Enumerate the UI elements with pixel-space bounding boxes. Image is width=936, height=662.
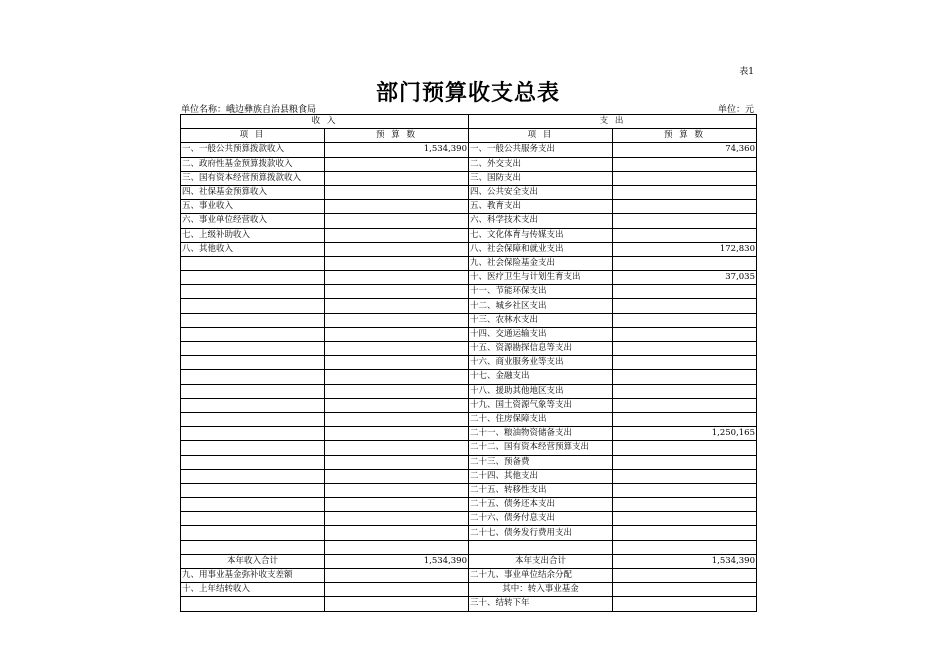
expense-amount-cell bbox=[613, 313, 757, 327]
income-item-cell bbox=[181, 498, 325, 512]
expense-item-cell: 八、社会保障和就业支出 bbox=[469, 242, 613, 256]
expense-amount-cell bbox=[613, 526, 757, 540]
income-amount-cell bbox=[325, 526, 469, 540]
expense-item-cell: 十三、农林水支出 bbox=[469, 313, 613, 327]
expense-item-cell: 四、公共安全支出 bbox=[469, 185, 613, 199]
income-amount-cell bbox=[325, 469, 469, 483]
expense-item-cell: 三、国防支出 bbox=[469, 171, 613, 185]
expense-budget-header: 预 算 数 bbox=[613, 129, 757, 143]
income-amount-cell: 1,534,390 bbox=[325, 143, 469, 157]
expense-item-cell: 二十七、债务发行费用支出 bbox=[469, 526, 613, 540]
footer-row bbox=[181, 569, 757, 583]
income-item-cell: 十、上年结转收入 bbox=[181, 583, 325, 597]
income-amount-cell bbox=[325, 285, 469, 299]
income-amount-cell bbox=[325, 271, 469, 285]
unit-name: 单位名称：峨边彝族自治县粮食局 bbox=[181, 105, 317, 115]
totals-row bbox=[181, 554, 757, 568]
income-item-cell bbox=[181, 412, 325, 426]
expense-header: 支 出 bbox=[469, 115, 757, 129]
income-item-cell bbox=[181, 512, 325, 526]
expense-amount-cell bbox=[613, 228, 757, 242]
expense-amount-cell bbox=[613, 299, 757, 313]
table-row bbox=[181, 483, 757, 497]
expense-amount-cell bbox=[613, 171, 757, 185]
income-amount-cell bbox=[325, 299, 469, 313]
table-row bbox=[181, 327, 757, 341]
income-amount-cell bbox=[325, 455, 469, 469]
table-row bbox=[181, 285, 757, 299]
table-row bbox=[181, 398, 757, 412]
income-item-cell bbox=[181, 299, 325, 313]
expense-item-cell: 十六、商业服务业等支出 bbox=[469, 356, 613, 370]
table-row bbox=[181, 370, 757, 384]
income-item-cell bbox=[181, 271, 325, 285]
income-item-cell bbox=[181, 398, 325, 412]
expense-item-cell: 十七、金融支出 bbox=[469, 370, 613, 384]
expense-item-cell: 本年支出合计 bbox=[469, 554, 613, 568]
income-item-cell bbox=[181, 455, 325, 469]
income-amount-cell bbox=[325, 569, 469, 583]
currency-unit: 单位：元 bbox=[717, 105, 754, 115]
income-amount-cell bbox=[325, 441, 469, 455]
expense-amount-cell bbox=[613, 455, 757, 469]
expense-item-cell: 十、医疗卫生与计划生育支出 bbox=[469, 271, 613, 285]
income-item-cell: 五、事业收入 bbox=[181, 200, 325, 214]
table-row bbox=[181, 526, 757, 540]
table-row bbox=[181, 412, 757, 426]
income-item-cell bbox=[181, 483, 325, 497]
expense-amount-cell bbox=[613, 597, 757, 611]
expense-item-cell: 二十四、其他支出 bbox=[469, 469, 613, 483]
income-item-cell bbox=[181, 526, 325, 540]
table-row bbox=[181, 313, 757, 327]
expense-amount-cell bbox=[613, 412, 757, 426]
income-item-cell bbox=[181, 256, 325, 270]
income-amount-cell bbox=[325, 242, 469, 256]
expense-item-cell: 九、社会保险基金支出 bbox=[469, 256, 613, 270]
expense-item-cell: 十九、国土资源气象等支出 bbox=[469, 398, 613, 412]
income-item-cell bbox=[181, 356, 325, 370]
expense-amount-cell: 74,360 bbox=[613, 143, 757, 157]
expense-amount-cell bbox=[613, 342, 757, 356]
expense-item-cell: 十二、城乡社区支出 bbox=[469, 299, 613, 313]
table-number: 表1 bbox=[739, 67, 754, 77]
expense-item-cell: 十四、交通运输支出 bbox=[469, 327, 613, 341]
expense-item-cell: 二十二、国有资本经营预算支出 bbox=[469, 441, 613, 455]
income-item-cell bbox=[181, 285, 325, 299]
expense-item-cell: 二十、住房保障支出 bbox=[469, 412, 613, 426]
table-row bbox=[181, 342, 757, 356]
expense-item-cell: 其中：转入事业基金 bbox=[469, 583, 613, 597]
expense-amount-cell bbox=[613, 285, 757, 299]
expense-amount-cell bbox=[613, 441, 757, 455]
income-item-cell: 七、上级补助收入 bbox=[181, 228, 325, 242]
expense-item-cell: 一、一般公共服务支出 bbox=[469, 143, 613, 157]
income-amount-cell bbox=[325, 327, 469, 341]
expense-amount-cell bbox=[613, 483, 757, 497]
income-item-cell bbox=[181, 327, 325, 341]
income-amount-cell bbox=[325, 512, 469, 526]
expense-amount-cell: 37,035 bbox=[613, 271, 757, 285]
income-amount-cell bbox=[325, 342, 469, 356]
table-row bbox=[181, 455, 757, 469]
expense-amount-cell bbox=[613, 256, 757, 270]
income-amount-cell bbox=[325, 412, 469, 426]
table-row bbox=[181, 242, 757, 256]
table-row bbox=[181, 512, 757, 526]
table-row bbox=[181, 498, 757, 512]
expense-amount-cell bbox=[613, 200, 757, 214]
income-amount-cell bbox=[325, 370, 469, 384]
expense-amount-cell bbox=[613, 498, 757, 512]
income-amount-cell bbox=[325, 398, 469, 412]
income-item-cell bbox=[181, 441, 325, 455]
table-row bbox=[181, 157, 757, 171]
income-amount-cell bbox=[325, 384, 469, 398]
expense-item-header: 项 目 bbox=[469, 129, 613, 143]
income-item-cell bbox=[181, 370, 325, 384]
expense-amount-cell bbox=[613, 540, 757, 554]
income-amount-cell bbox=[325, 540, 469, 554]
income-item-cell bbox=[181, 597, 325, 611]
expense-amount-cell bbox=[613, 327, 757, 341]
income-item-cell: 二、政府性基金预算拨款收入 bbox=[181, 157, 325, 171]
income-amount-cell bbox=[325, 256, 469, 270]
section-header-row bbox=[181, 115, 757, 129]
expense-amount-cell bbox=[613, 356, 757, 370]
expense-item-cell: 二十六、债务付息支出 bbox=[469, 512, 613, 526]
expense-amount-cell bbox=[613, 569, 757, 583]
income-amount-cell bbox=[325, 498, 469, 512]
income-amount-cell bbox=[325, 597, 469, 611]
income-item-header: 项 目 bbox=[181, 129, 325, 143]
income-header: 收 入 bbox=[181, 115, 469, 129]
expense-item-cell: 七、文化体育与传媒支出 bbox=[469, 228, 613, 242]
income-item-cell: 三、国有资本经营预算拨款收入 bbox=[181, 171, 325, 185]
income-item-cell bbox=[181, 469, 325, 483]
income-amount-cell bbox=[325, 157, 469, 171]
income-item-cell: 六、事业单位经营收入 bbox=[181, 214, 325, 228]
table-row bbox=[181, 143, 757, 157]
income-item-cell bbox=[181, 342, 325, 356]
expense-amount-cell bbox=[613, 583, 757, 597]
income-item-cell bbox=[181, 384, 325, 398]
table-row bbox=[181, 228, 757, 242]
table-row bbox=[181, 540, 757, 554]
expense-amount-cell bbox=[613, 512, 757, 526]
table-row bbox=[181, 441, 757, 455]
footer-row bbox=[181, 583, 757, 597]
income-amount-cell bbox=[325, 228, 469, 242]
table-row bbox=[181, 469, 757, 483]
income-item-cell: 八、其他收入 bbox=[181, 242, 325, 256]
table-row bbox=[181, 256, 757, 270]
income-amount-cell bbox=[325, 356, 469, 370]
expense-item-cell: 二十九、事业单位结余分配 bbox=[469, 569, 613, 583]
column-header-row bbox=[181, 129, 757, 143]
expense-item-cell bbox=[469, 540, 613, 554]
budget-table bbox=[180, 114, 757, 612]
expense-item-cell: 六、科学技术支出 bbox=[469, 214, 613, 228]
income-item-cell: 一、一般公共预算拨款收入 bbox=[181, 143, 325, 157]
income-amount-cell bbox=[325, 214, 469, 228]
page-title: 部门预算收支总表 bbox=[375, 80, 560, 106]
income-budget-header: 预 算 数 bbox=[325, 129, 469, 143]
income-amount-cell bbox=[325, 427, 469, 441]
expense-item-cell: 二、外交支出 bbox=[469, 157, 613, 171]
income-item-cell bbox=[181, 313, 325, 327]
table-row bbox=[181, 427, 757, 441]
expense-amount-cell bbox=[613, 214, 757, 228]
income-item-cell bbox=[181, 427, 325, 441]
expense-item-cell: 十一、节能环保支出 bbox=[469, 285, 613, 299]
income-amount-cell bbox=[325, 200, 469, 214]
expense-item-cell: 五、教育支出 bbox=[469, 200, 613, 214]
table-row bbox=[181, 384, 757, 398]
expense-amount-cell bbox=[613, 370, 757, 384]
table-row bbox=[181, 185, 757, 199]
expense-amount-cell: 1,250,165 bbox=[613, 427, 757, 441]
expense-item-cell: 二十五、债务还本支出 bbox=[469, 498, 613, 512]
table-row bbox=[181, 271, 757, 285]
income-item-cell: 本年收入合计 bbox=[181, 554, 325, 568]
expense-amount-cell bbox=[613, 469, 757, 483]
income-item-cell: 九、用事业基金弥补收支差额 bbox=[181, 569, 325, 583]
expense-item-cell: 三十、结转下年 bbox=[469, 597, 613, 611]
income-amount-cell bbox=[325, 313, 469, 327]
income-item-cell bbox=[181, 540, 325, 554]
expense-item-cell: 二十三、预备费 bbox=[469, 455, 613, 469]
expense-item-cell: 十五、资源勘探信息等支出 bbox=[469, 342, 613, 356]
income-item-cell: 四、社保基金预算收入 bbox=[181, 185, 325, 199]
expense-item-cell: 十八、援助其他地区支出 bbox=[469, 384, 613, 398]
expense-amount-cell bbox=[613, 384, 757, 398]
expense-amount-cell: 172,830 bbox=[613, 242, 757, 256]
expense-item-cell: 二十五、转移性支出 bbox=[469, 483, 613, 497]
income-amount-cell: 1,534,390 bbox=[325, 554, 469, 568]
expense-amount-cell bbox=[613, 157, 757, 171]
table-row bbox=[181, 200, 757, 214]
table-row bbox=[181, 214, 757, 228]
table-row bbox=[181, 299, 757, 313]
expense-amount-cell bbox=[613, 398, 757, 412]
income-amount-cell bbox=[325, 483, 469, 497]
income-amount-cell bbox=[325, 171, 469, 185]
expense-item-cell: 二十一、粮油物资储备支出 bbox=[469, 427, 613, 441]
income-amount-cell bbox=[325, 583, 469, 597]
table-row bbox=[181, 356, 757, 370]
footer-row bbox=[181, 597, 757, 611]
table-row bbox=[181, 171, 757, 185]
expense-amount-cell bbox=[613, 185, 757, 199]
expense-amount-cell: 1,534,390 bbox=[613, 554, 757, 568]
income-amount-cell bbox=[325, 185, 469, 199]
